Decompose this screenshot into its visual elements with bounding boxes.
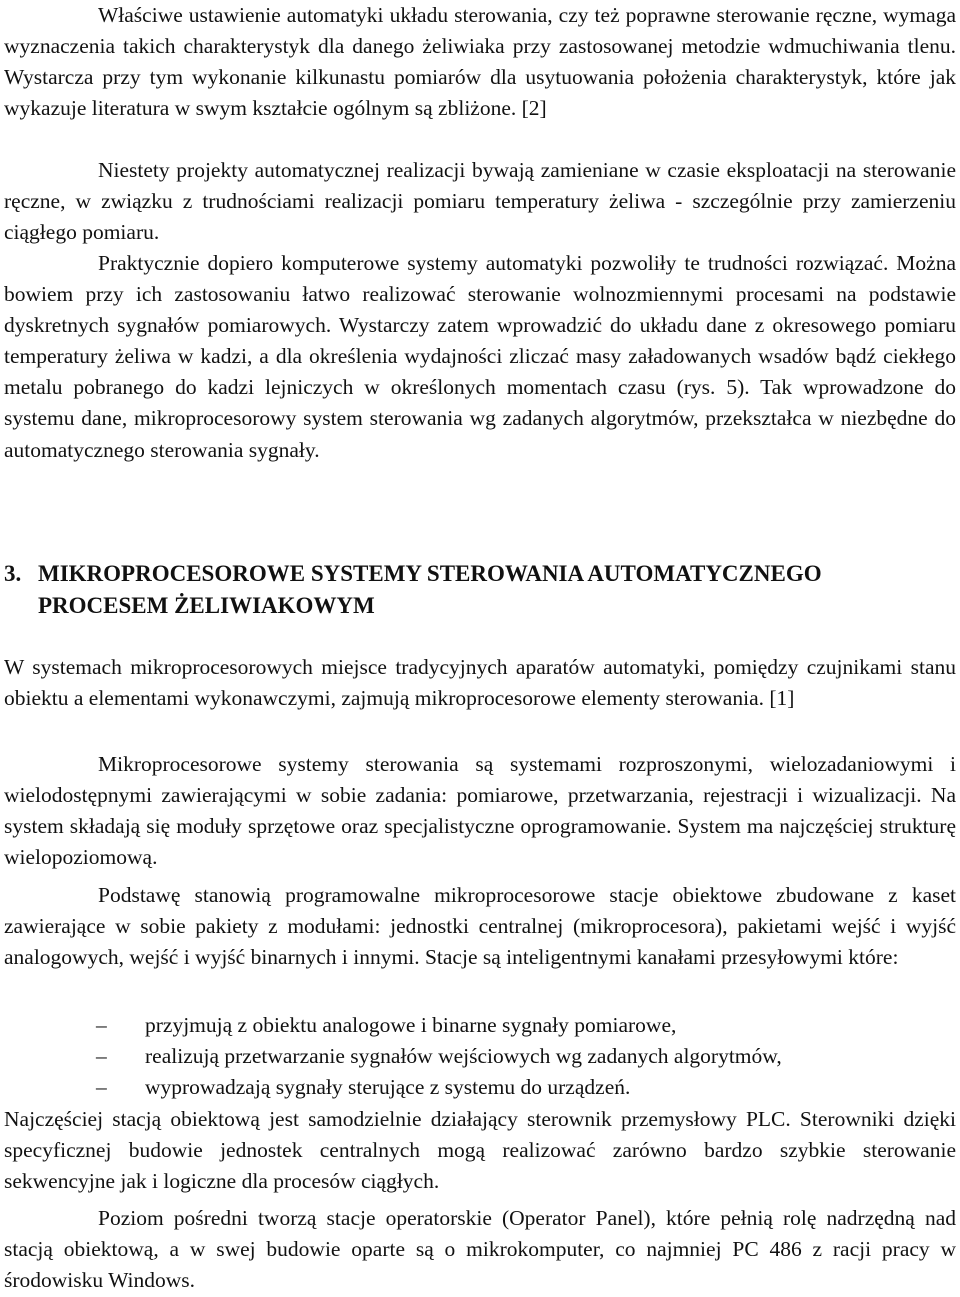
paragraph-automation-settings: Właściwe ustawienie automatyki układu sterowania, czy też poprawne sterowanie ręczne, wymaga wyznaczenia takich charakterystyk dla danego żeliwiaka przy zastosowanej metodzie wdmuchiwania tlenu. Wystarcza przy tym wykonanie kilkunastu pomiarów dla usytuowania położenia charakterystyk, które jak wykazuje literatura w swym kształcie ogólnym są zbliżone. [2] <box>4 3 956 121</box>
paragraph-operator-stations: Poziom pośredni tworzą stacje operatorskie (Operator Panel), które pełnią rolę nadrzędną nad stacją obiektową, a w swej budowie oparte są o mikrokomputer, co najmniej PC 486 z racji pracy w środowisku Windows. <box>4 1206 956 1293</box>
list-item: – realizują przetwarzanie sygnałów wejściowych wg zadanych algorytmów, <box>4 1041 956 1072</box>
list-item: – przyjmują z obiektu analogowe i binarne sygnały pomiarowe, <box>4 1010 956 1041</box>
paragraph-microprocessor-systems: W systemach mikroprocesorowych miejsce tradycyjnych aparatów automatyki, pomiędzy czujnikami stanu obiektu a elementami wykonawczymi, zajmują mikroprocesorowe elementy sterowania. [1] <box>4 655 956 711</box>
paragraph-plc: Najczęściej stacją obiektową jest samodzielnie działający sterownik przemysłowy PLC. Sterowniki dzięki specyficznej budowie jednostek centralnych mogą realizować zarówno bardzo szybkie sterowanie sekwencyjne jak i logiczne dla procesów ciągłych. <box>4 1107 956 1194</box>
paragraph-distributed-systems: Mikroprocesorowe systemy sterowania są systemami rozproszonymi, wielozadaniowymi i wielodostępnymi zawierającymi w sobie zadania: pomiarowe, przetwarzania, rejestracji i wizualizacji. Na system składają się moduły sprzętowe oraz specjalistyczne oprogramowanie. System ma najczęściej strukturę wielopoziomową. <box>4 752 956 870</box>
section-heading <box>4 558 956 622</box>
list-item: – wyprowadzają sygnały sterujące z systemu do urządzeń. <box>4 1072 956 1103</box>
section-title-line1: MIKROPROCESOROWE SYSTEMY STEROWANIA AUTOMATYCZNEGO <box>38 561 822 586</box>
section-title-line2: PROCESEM ŻELIWIAKOWYM <box>38 593 375 618</box>
dash-bullet: – <box>96 1075 107 1099</box>
section-number: 3. <box>4 561 22 586</box>
channel-functions-list <box>4 1010 956 1103</box>
dash-bullet: – <box>96 1044 107 1068</box>
dash-bullet: – <box>96 1013 107 1037</box>
paragraph-manual-control: Niestety projekty automatycznej realizacji bywają zamieniane w czasie eksploatacji na sterowanie ręczne, w związku z trudnościami realizacji pomiaru temperatury żeliwa - szczególnie przy zamierzeniu ciągłego pomiaru. <box>4 158 956 245</box>
paragraph-computer-systems: Praktycznie dopiero komputerowe systemy automatyki pozwoliły te trudności rozwiązać. Można bowiem przy ich zastosowaniu łatwo realizować sterowanie wolnozmiennymi procesami na podstawie dyskretnych sygnałów pomiarowych. Wystarczy zatem wprowadzić do układu dane z okresowego pomiaru temperatury żeliwa w kadzi, a dla określenia wydajności zliczać masy załadowanych wsadów bądź ciekłego metalu pobranego do kadzi lejniczych w określonych momentach czasu (rys. 5). Tak wprowadzone do systemu dane, mikroprocesorowy system sterowania wg zadanych algorytmów, przekształca w niezbędne do automatycznego sterowania sygnały. <box>4 251 956 462</box>
paragraph-object-stations: Podstawę stanowią programowalne mikroprocesorowe stacje obiektowe zbudowane z kaset zawierające w sobie pakiety z modułami: jednostki centralnej (mikroprocesora), pakietami wejść i wyjść analogowych, wejść i wyjść binarnych i innymi. Stacje są inteligentnymi kanałami przesyłowymi które: <box>4 883 956 970</box>
